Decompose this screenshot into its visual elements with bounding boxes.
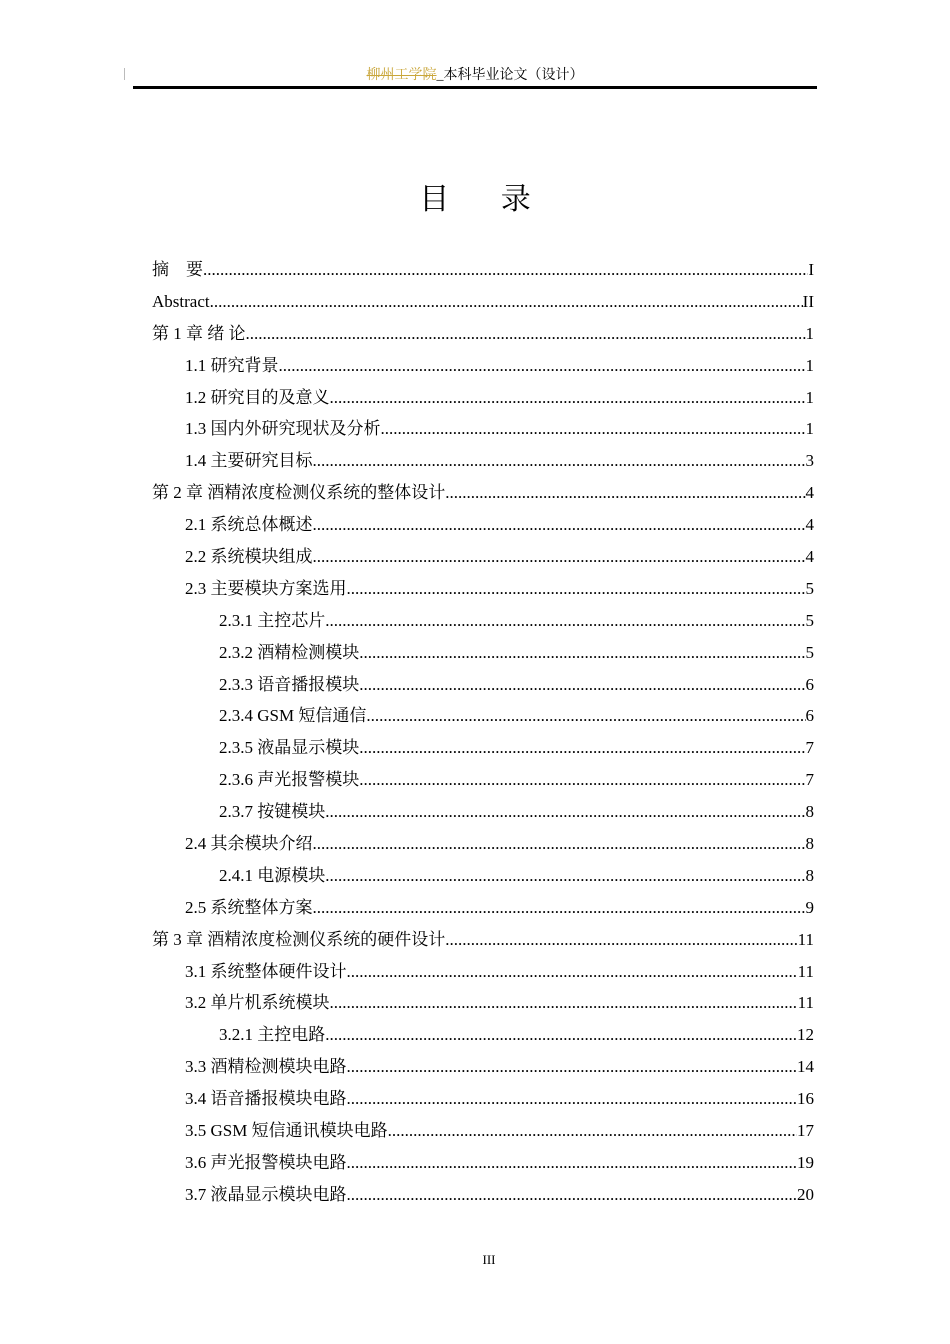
- toc-dot-leader: [325, 1019, 797, 1051]
- toc-entry-page-number: 1: [805, 323, 814, 343]
- toc-dot-leader: [445, 924, 797, 956]
- toc-entry-label: 2.2 系统模块组成: [185, 547, 313, 567]
- toc-entry[interactable]: [152, 541, 814, 573]
- toc-entry[interactable]: [152, 318, 814, 350]
- toc-entry-label: 2.3.6 声光报警模块: [219, 770, 360, 790]
- toc-entry-page-number: 6: [805, 706, 814, 726]
- toc-entry[interactable]: [152, 413, 814, 445]
- toc-entry-label: 3.2.1 主控电路: [219, 1025, 326, 1045]
- toc-entry[interactable]: [152, 700, 814, 732]
- toc-entry-page-number: 11: [797, 961, 814, 981]
- toc-entry-page-number: 8: [805, 802, 814, 822]
- toc-dot-leader: [359, 669, 805, 701]
- toc-entry[interactable]: [152, 987, 814, 1019]
- toc-entry[interactable]: [152, 573, 814, 605]
- toc-entry-page-number: I: [808, 260, 814, 279]
- toc-dot-leader: [325, 605, 805, 637]
- toc-entry-label: 摘 要: [152, 260, 203, 279]
- toc-entry[interactable]: [152, 445, 814, 477]
- toc-entry-page-number: 16: [797, 1089, 814, 1109]
- toc-entry-label: 2.5 系统整体方案: [185, 897, 313, 917]
- toc-entry-label: 3.1 系统整体硬件设计: [185, 961, 347, 981]
- page-title: 目 录: [419, 183, 553, 216]
- toc-entry-label: 3.6 声光报警模块电路: [185, 1152, 347, 1172]
- toc-entry-label: 1.3 国内外研究现状及分析: [185, 419, 381, 439]
- toc-entry-page-number: 11: [797, 993, 814, 1013]
- toc-dot-leader: [359, 764, 805, 796]
- toc-entry-page-number: 5: [805, 642, 814, 662]
- toc-dot-leader: [325, 860, 805, 892]
- toc-entry[interactable]: [152, 605, 814, 637]
- toc-entry[interactable]: [152, 924, 814, 956]
- toc-dot-leader: [366, 700, 805, 732]
- toc-dot-leader: [330, 987, 798, 1019]
- toc-entry[interactable]: [152, 764, 814, 796]
- toc-entry[interactable]: [152, 732, 814, 764]
- toc-entry-label: 1.2 研究目的及意义: [185, 387, 330, 407]
- toc-entry-page-number: 1: [805, 355, 814, 375]
- toc-entry-label: 2.4 其余模块介绍: [185, 834, 313, 854]
- toc-entry[interactable]: [152, 956, 814, 988]
- toc-dot-leader: [359, 732, 805, 764]
- toc-dot-leader: [347, 1179, 798, 1211]
- toc-entry-label: 2.3.3 语音播报模块: [219, 674, 360, 694]
- toc-entry[interactable]: [152, 286, 814, 318]
- header-corner-mark: [124, 68, 125, 80]
- toc-entry-page-number: 8: [805, 865, 814, 885]
- toc-entry[interactable]: [152, 796, 814, 828]
- toc-entry-page-number: II: [802, 291, 814, 311]
- toc-entry-page-number: 4: [805, 483, 814, 503]
- toc-entry[interactable]: [152, 1019, 814, 1051]
- toc-entry-page-number: 4: [805, 515, 814, 535]
- toc-entry-page-number: 11: [797, 929, 814, 949]
- toc-entry-label: 第 2 章 酒精浓度检测仪系统的整体设计: [152, 483, 446, 503]
- toc-dot-leader: [325, 796, 805, 828]
- toc-dot-leader: [347, 1147, 798, 1179]
- toc-entry[interactable]: [152, 1179, 814, 1211]
- toc-entry-page-number: 20: [797, 1184, 814, 1204]
- toc-entry-page-number: 1: [805, 387, 814, 407]
- toc-entry-page-number: 8: [805, 834, 814, 854]
- toc-entry-label: 3.5 GSM 短信通讯模块电路: [185, 1121, 388, 1141]
- toc-dot-leader: [203, 254, 808, 286]
- header-rule: [133, 86, 817, 89]
- toc-entry-page-number: 1: [805, 419, 814, 439]
- toc-dot-leader: [313, 541, 806, 573]
- toc-entry-label: 2.4.1 电源模块: [219, 865, 326, 885]
- toc-dot-leader: [330, 382, 806, 414]
- toc-entry-label: 2.3 主要模块方案选用: [185, 578, 347, 598]
- toc-dot-leader: [359, 637, 805, 669]
- toc-dot-leader: [347, 1083, 798, 1115]
- toc-entry[interactable]: [152, 1147, 814, 1179]
- toc-entry-page-number: 12: [797, 1025, 814, 1045]
- toc-entry[interactable]: [152, 669, 814, 701]
- toc-dot-leader: [347, 956, 798, 988]
- toc-dot-leader: [313, 445, 806, 477]
- toc-entry-page-number: 9: [805, 897, 814, 917]
- toc-entry[interactable]: [152, 350, 814, 382]
- toc-dot-leader: [246, 318, 806, 350]
- toc-dot-leader: [210, 286, 803, 318]
- toc-dot-leader: [313, 509, 806, 541]
- toc-entry[interactable]: [152, 860, 814, 892]
- toc-entry-page-number: 5: [805, 578, 814, 598]
- toc-entry[interactable]: [152, 509, 814, 541]
- toc-entry-page-number: 19: [797, 1152, 814, 1172]
- toc-entry-label: 3.3 酒精检测模块电路: [185, 1057, 347, 1077]
- toc-entry-label: 2.1 系统总体概述: [185, 515, 313, 535]
- toc-entry-label: 2.3.5 液晶显示模块: [219, 738, 360, 758]
- toc-entry-page-number: 6: [805, 674, 814, 694]
- toc-entry-label: 3.7 液晶显示模块电路: [185, 1184, 347, 1204]
- toc-entry-label: Abstract: [152, 291, 210, 311]
- toc-dot-leader: [313, 828, 806, 860]
- toc-entry-label: 2.3.1 主控芯片: [219, 610, 326, 630]
- toc-entry[interactable]: [152, 892, 814, 924]
- header-school-name: 柳州工学院: [366, 68, 437, 83]
- toc-entry-label: 3.4 语音播报模块电路: [185, 1089, 347, 1109]
- toc-entry[interactable]: [152, 1051, 814, 1083]
- toc-entry-page-number: 7: [805, 770, 814, 790]
- toc-dot-leader: [347, 573, 806, 605]
- toc-entry[interactable]: [152, 382, 814, 414]
- toc-entry-page-number: 7: [805, 738, 814, 758]
- toc-entry-page-number: 14: [797, 1057, 814, 1077]
- toc-entry-label: 第 3 章 酒精浓度检测仪系统的硬件设计: [152, 929, 446, 949]
- toc-entry-label: 1.1 研究背景: [185, 355, 279, 375]
- toc-entry-label: 第 1 章 绪 论: [152, 323, 246, 343]
- page-footer-number: III: [482, 1252, 496, 1267]
- toc-dot-leader: [313, 892, 806, 924]
- toc-entry-label: 1.4 主要研究目标: [185, 451, 313, 471]
- toc-dot-leader: [445, 477, 805, 509]
- toc-dot-leader: [388, 1115, 797, 1147]
- toc-dot-leader: [279, 350, 806, 382]
- toc-entry-page-number: 5: [805, 610, 814, 630]
- toc-entry-page-number: 3: [805, 451, 814, 471]
- toc-entry-label: 3.2 单片机系统模块: [185, 993, 330, 1013]
- toc-entry-label: 2.3.7 按键模块: [219, 802, 326, 822]
- toc-entry[interactable]: [152, 1115, 814, 1147]
- toc-entry[interactable]: [152, 828, 814, 860]
- toc-entry-label: 2.3.2 酒精检测模块: [219, 642, 360, 662]
- toc-entry-page-number: 4: [805, 547, 814, 567]
- toc-entry[interactable]: [152, 254, 814, 286]
- toc-entry-label: 2.3.4 GSM 短信通信: [219, 706, 367, 726]
- toc-entry-page-number: 17: [797, 1121, 814, 1141]
- toc-entry[interactable]: [152, 1083, 814, 1115]
- table-of-contents: [152, 254, 814, 1211]
- toc-dot-leader: [347, 1051, 798, 1083]
- header-document-type: _本科毕业论文（设计）: [436, 68, 584, 83]
- toc-dot-leader: [381, 413, 806, 445]
- toc-entry[interactable]: [152, 637, 814, 669]
- toc-entry[interactable]: [152, 477, 814, 509]
